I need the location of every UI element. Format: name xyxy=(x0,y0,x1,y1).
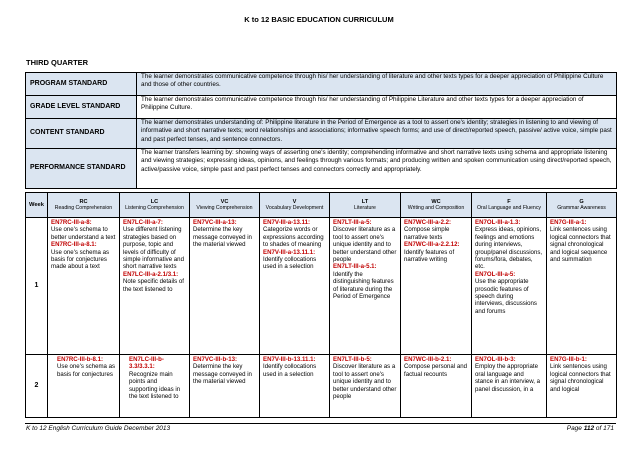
cell-f xyxy=(472,355,547,418)
performance-standard-label: PERFORMANCE STANDARD xyxy=(26,149,137,189)
competency-code: EN7OL-III-a-1.3: xyxy=(475,219,521,226)
competency-text: Use the appropriate prosodic features of speech during interviews, discussions and forums xyxy=(475,278,537,315)
footer-guide-title: K to 12 English Curriculum Guide December 2013 xyxy=(26,425,171,432)
performance-standard-text: The learner transfers learning by: showing ways of asserting one's identity; comprehending informative and short narrative texts using schema and appropriate listening and viewing strategies; expressing ideas, opinions, and feelings through various formats; and producing written and spoken communication using direct/reported speech, active/passive voice, simple past and past perfect tenses and connectors correctly and appropriately. xyxy=(137,149,617,189)
grade-level-standard-label: GRADE LEVEL STANDARD xyxy=(26,96,137,119)
content-standard-text: The learner demonstrates understanding of: Philippine literature in the Period of Emergence as a tool to assert one's identity; strategies in listening to and viewing of informative and short narrative texts; word relationships and associations; informative speech forms; and use of direct/reported speech, passive/ active voice, simple past and past perfect tenses, and sentence connectors. xyxy=(137,119,617,149)
competency-code: EN7RC-III-a-8: xyxy=(51,219,92,226)
competency-code: EN7G-III-b-1: xyxy=(550,356,587,363)
competency-text: Link sentences using logical connectors that signal chronological and logical sequence and summation xyxy=(550,226,611,264)
grade-level-standard-text: The learner demonstrates communicative competence through his/ her understanding of Philippine Literature and other texts types for a deeper appreciation of Philippine Culture. xyxy=(137,96,617,119)
competency-text: Determine the key message conveyed in the material viewed xyxy=(193,363,252,386)
competency-code: EN7LT-III-a-5.1: xyxy=(333,263,377,271)
cell-lc xyxy=(120,218,190,355)
cell-v xyxy=(260,218,330,355)
competency-text: Identify features of narrative writing xyxy=(404,248,455,264)
cell-rc xyxy=(48,218,120,355)
competency-text: Use one's schema as basis for conjectures xyxy=(57,363,116,378)
competency-code: EN7G-III-a-1: xyxy=(550,219,587,226)
cell-wc xyxy=(401,218,472,355)
competency-text: Use one's schema to better understand a text xyxy=(51,226,116,241)
col-header-vc: VC Viewing Comprehension xyxy=(190,193,260,218)
competency-code: EN7WC-III-a-2.2: xyxy=(404,219,452,226)
cell-f xyxy=(472,218,547,355)
competency-text: Employ the appropriate oral language and stance in an interview, a panel discussion, in a xyxy=(475,363,541,393)
col-header-wc: WC Writing and Composition xyxy=(401,193,472,218)
table-row-week-2 xyxy=(26,355,617,418)
competency-code: EN7LT-III-b-5: xyxy=(333,356,372,363)
competency-text: Determine the key message conveyed in the material viewed xyxy=(193,226,252,249)
cell-g xyxy=(547,218,617,355)
competency-code: EN7RC-III-a-8.1: xyxy=(51,241,97,249)
table-row-week-1 xyxy=(26,218,617,355)
cell-vc xyxy=(190,218,260,355)
col-header-v: V Vocabulary Development xyxy=(260,193,330,218)
competency-text: Identify the distinguishing features of literature during the Period of Emergence xyxy=(333,270,394,301)
competency-text: Discover literature as a tool to assert one's unique identity and to better understand other people xyxy=(333,363,397,401)
competency-code: EN7LT-III-a-5: xyxy=(333,219,372,226)
competency-code: EN7V-III-a-13.11.1: xyxy=(263,248,316,256)
competency-code: EN7VC-III-a-13: xyxy=(193,219,237,226)
week-number: 2 xyxy=(26,355,48,418)
competency-text: Recognize main points and supporting ideas in the text listened to xyxy=(129,370,181,401)
col-header-g: G Grammar Awareness xyxy=(547,193,617,218)
col-header-week: Week xyxy=(26,193,48,218)
competency-text: Identify collocations used in a selection xyxy=(263,363,317,378)
cell-g xyxy=(547,355,617,418)
content-standard-label: CONTENT STANDARD xyxy=(26,119,137,149)
cell-lc xyxy=(120,355,190,418)
cell-wc xyxy=(401,355,472,418)
competency-code: EN7OL-III-a-5: xyxy=(475,270,516,278)
cell-v xyxy=(260,355,330,418)
cell-vc xyxy=(190,355,260,418)
competency-text: Express ideas, opinions, feelings and emotions during interviews, group/panel discussions, forums/fora, debates, etc. xyxy=(475,226,543,271)
competency-text: Use one's schema as basis for conjectures made about a text xyxy=(51,248,110,271)
standards-table xyxy=(25,72,617,189)
competency-code: EN7OL-III-b-3: xyxy=(475,356,516,363)
competency-code: EN7RC-III-b-8.1: xyxy=(57,356,104,363)
cell-lt xyxy=(330,218,401,355)
competency-text: Compose simple narrative texts xyxy=(404,226,450,241)
competency-text: Compose personal and factual recounts xyxy=(404,363,468,378)
quarter-heading: THIRD QUARTER xyxy=(26,58,89,67)
competency-code: EN7LC-III-a-7: xyxy=(123,219,163,226)
document-title: K to 12 BASIC EDUCATION CURRICULUM xyxy=(244,15,394,24)
program-standard-text: The learner demonstrates communicative competence through his/ her understanding of literature and other texts types for a deeper appreciation of Philippine Culture and those of other countries. xyxy=(137,73,617,96)
competency-code: EN7WC-III-b-2.1: xyxy=(404,356,452,363)
competency-code: EN7LC-III-a-2.1/3.1: xyxy=(123,270,179,278)
footer-page-number: Page 112 of 171 xyxy=(566,425,614,432)
header-row xyxy=(26,193,617,218)
competency-code: EN7WC-III-a-2.2.12: xyxy=(404,241,460,249)
col-header-rc: RC Reading Comprehension xyxy=(48,193,120,218)
competency-code: EN7V-III-a-13.11: xyxy=(263,219,311,226)
competencies-table xyxy=(25,192,617,418)
col-header-lt: LT Literature xyxy=(330,193,401,218)
competency-text: Use different listening strategies based on purpose, topic and levels of difficulty of simple informative and short narrative texts xyxy=(123,226,184,271)
footer-divider xyxy=(25,423,616,424)
competency-text: Discover literature as a tool to assert one's unique identity and to better understand other people xyxy=(333,226,397,264)
col-header-lc: LC Listening Comprehension xyxy=(120,193,190,218)
competency-text: Identify collocations used in a selection xyxy=(263,256,317,271)
cell-rc xyxy=(48,355,120,418)
competency-text: Link sentences using logical connectors that signal chronological and logical xyxy=(550,363,611,393)
competency-code: EN7VC-III-b-13: xyxy=(193,356,238,363)
program-standard-label: PROGRAM STANDARD xyxy=(26,73,137,96)
competency-code: EN7LC-III-b-3.3/3.3.1: xyxy=(129,356,164,371)
week-number: 1 xyxy=(26,218,48,355)
competency-code: EN7V-III-b-13.11.1: xyxy=(263,356,316,363)
competency-text: Note specific details of the text listened to xyxy=(123,278,184,293)
cell-lt xyxy=(330,355,401,418)
col-header-f: F Oral Language and Fluency xyxy=(472,193,547,218)
competency-text: Categorize words or expressions according to shades of meaning xyxy=(263,226,324,249)
